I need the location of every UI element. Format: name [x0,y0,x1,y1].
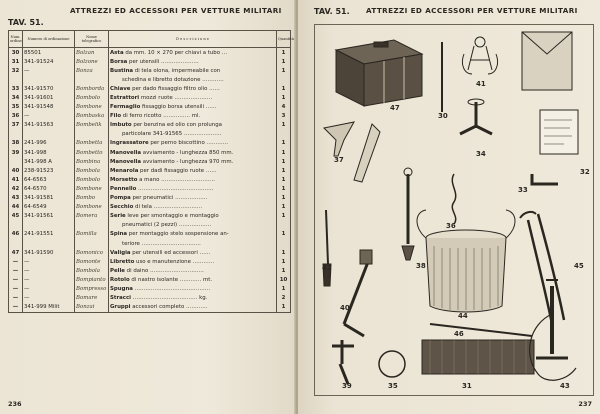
row-item-name: Estrattori [110,95,140,102]
row-order-code: 341-91561 [23,212,75,221]
row-order-code [23,130,75,139]
row-description [109,212,277,221]
col-header-number: Num. ordine [9,31,23,48]
table-row [9,175,291,184]
row-telegraph-name: Bombolo [75,175,109,184]
figure-label: 35 [388,382,398,390]
table-row [9,48,291,58]
row-telegraph-name: Bombola [75,266,109,275]
figure-label: 37 [334,156,344,164]
hub-extractor-icon [460,99,492,134]
starting-crank-icon [332,340,354,384]
row-item-detail: per pneumatici ……………… [130,195,208,202]
row-telegraph-name: Bombola [75,166,109,175]
row-telegraph-name: Bolzan [75,48,109,58]
row-telegraph-name: Bombone [75,203,109,212]
row-description [109,75,277,84]
row-order-code: — [23,66,75,75]
figure-label: 45 [574,262,584,270]
right-tav-label: TAV. 51. [314,7,350,16]
row-telegraph-name: Bompianto [75,275,109,284]
row-description [109,294,277,303]
row-description [109,230,277,239]
row-quantity: 1 [277,148,291,157]
row-quantity: 1 [277,84,291,93]
row-quantity: 1 [277,93,291,102]
suspension-pin-icon [430,324,532,336]
row-order-code: 341-91524 [23,57,75,66]
row-number: — [9,257,23,266]
figure-label: 47 [390,104,400,112]
row-order-code: — [23,257,75,266]
row-item-detail: per perno biscottino ………… [148,140,229,147]
row-item-detail: uso e manutenzione ………… [134,258,215,265]
row-number: 44 [9,203,23,212]
row-order-code: 64-6563 [23,175,75,184]
row-item-detail: …………………………………… [132,285,211,292]
row-description [109,66,277,75]
table-row [9,184,291,193]
row-number: — [9,294,23,303]
table-row [9,230,291,239]
row-quantity: 1 [277,248,291,257]
row-item-name: Pompa [110,195,131,202]
row-item-name: Bustina [110,67,134,74]
row-item-name: Manovella [110,149,142,156]
figure-label: 31 [462,382,472,390]
row-order-code: 64-6570 [23,184,75,193]
row-item-detail: di tela olona, impermeabile con [133,67,221,74]
row-order-code: — [23,294,75,303]
row-number: 34 [9,93,23,102]
row-item-detail: da mm. 10 × 270 per chiavi a tubo … [123,49,228,56]
table-row [9,194,291,203]
table-row [9,103,291,112]
brush-icon [323,210,331,286]
table-row [9,121,291,130]
row-item-detail: per dadi fissaggio ruote …… [138,167,217,174]
row-quantity [277,239,291,248]
table-row [9,148,291,157]
row-quantity: 1 [277,57,291,66]
row-order-code: — [23,112,75,121]
row-description [109,157,277,166]
row-item-detail: avviamento - lunghezza 970 mm. [141,158,234,165]
row-quantity: 1 [277,139,291,148]
figure-label: 44 [458,312,468,320]
figure-label: 43 [560,382,570,390]
row-description [109,284,277,293]
col-header-telegraph: Nome telegrafico [75,31,109,48]
row-item-detail: fissaggio borsa utensili …… [140,104,217,111]
row-number: 43 [9,194,23,203]
table-row [9,275,291,284]
row-item-name: Pennello [110,185,137,192]
row-telegraph-name: Bombone [75,184,109,193]
row-description [109,194,277,203]
row-order-code: — [23,284,75,293]
row-quantity [277,221,291,230]
row-item-detail: ……………………………… kg. [131,295,208,302]
table-row [9,57,291,66]
row-description [109,203,277,212]
table-body [9,48,291,313]
row-telegraph-name: Bombetta [75,139,109,148]
row-description [109,266,277,275]
table-row [9,139,291,148]
row-description [109,121,277,130]
row-order-code: — [23,275,75,284]
right-page-header: ATTREZZI ED ACCESSORI PER VETTURE MILITARI [366,6,578,15]
row-order-code: 241-91551 [23,230,75,239]
row-order-code: 341-998 A [23,157,75,166]
table-row [9,248,291,257]
row-item-detail: teriore …………………………… [122,240,201,247]
row-description [109,93,277,102]
row-number: 35 [9,103,23,112]
figure-label: 41 [476,80,486,88]
row-telegraph-name: Bombolo [75,93,109,102]
row-quantity: 1 [277,121,291,130]
row-item-detail: di ferro ricotto …………… ml. [121,113,201,120]
table-row [9,84,291,93]
row-item-detail: accessori completo ………… [130,304,208,311]
row-quantity: 1 [277,203,291,212]
row-order-code: 341-91601 [23,93,75,102]
figure-label: 30 [438,112,448,120]
row-description [109,130,277,139]
row-number: — [9,275,23,284]
row-number [9,157,23,166]
row-description [109,57,277,66]
row-order-code: 85501 [23,48,75,58]
row-number: — [9,284,23,293]
table-row [9,112,291,121]
funnel-icon [324,122,380,182]
row-item-name: Ingrassatore [110,140,149,147]
figure-label: 39 [342,382,352,390]
tire-levers-icon [520,212,564,324]
left-page-header: ATTREZZI ED ACCESSORI PER VETTURE MILITARI [70,6,282,15]
row-item-detail: per benzina ed olio con prolunga [131,122,222,129]
col-header-description: D e s c r i z i o n e [109,31,277,48]
row-description [109,221,277,230]
row-description [109,275,277,284]
tool-bag-icon [422,340,534,374]
row-item-detail: di tela ……………………… [133,204,203,211]
row-telegraph-name: Bonza [75,66,109,75]
row-item-detail: leve per smontaggio e montaggio [125,213,219,220]
row-description [109,303,277,313]
row-quantity: 1 [277,48,291,58]
row-order-code: 64-6549 [23,203,75,212]
row-item-name: Fermaglio [110,104,141,111]
left-page [0,0,296,414]
table-row [9,284,291,293]
row-number [9,221,23,230]
filter-wrench-icon [532,174,558,184]
left-tav-label: TAV. 51. [8,18,44,27]
row-description [109,139,277,148]
figure-label: 38 [416,262,426,270]
row-order-code: 341-999 Milit [23,303,75,313]
row-number: 41 [9,175,23,184]
table-row [9,157,291,166]
row-description [109,166,277,175]
row-quantity [277,75,291,84]
row-description [109,184,277,193]
row-item-name: Imbuto [110,122,132,129]
row-telegraph-name: Bombetto [75,148,109,157]
row-quantity: 4 [277,103,291,112]
table-row [9,303,291,313]
row-quantity: 2 [277,294,291,303]
figure-label: 42 [322,264,332,272]
row-number: 36 [9,112,23,121]
right-page-number: 237 [578,400,592,408]
table-row [9,257,291,266]
row-order-code: 241-996 [23,139,75,148]
row-quantity: 1 [277,175,291,184]
table-row [9,66,291,75]
table-row [9,212,291,221]
figure-label: 33 [518,186,528,194]
figure-label: 32 [580,168,590,176]
row-item-name: Serie [110,213,126,220]
table-row [9,266,291,275]
row-item-detail: per utensili ed accessori …… [130,249,211,256]
left-page-number: 236 [8,400,22,408]
row-item-detail: a mano ………………………… [137,176,216,183]
row-telegraph-name: Bolzone [75,57,109,66]
row-item-name: Spina [110,231,128,238]
row-item-name: Spugna [110,285,133,292]
table-header-row [9,31,291,48]
row-quantity: 1 [277,212,291,221]
tools-illustration [314,24,592,394]
row-quantity: 1 [277,230,291,239]
row-order-code: — [23,266,75,275]
row-quantity: 10 [277,275,291,284]
row-telegraph-name: Bombone [75,103,109,112]
row-number: 37 [9,121,23,130]
row-number: 32 [9,66,23,75]
right-page [298,0,600,414]
row-item-detail: particolare 341-91565 ………………… [122,131,222,138]
row-item-detail: avviamento - lunghezza 850 mm. [141,149,234,156]
row-item-name: Menarola [110,167,139,174]
row-item-detail: schedina e libretto dotazione ………… [122,76,224,83]
table-row [9,221,291,230]
row-telegraph-name: Bomare [75,294,109,303]
figure-label: 46 [454,330,464,338]
row-number: 38 [9,139,23,148]
row-number: — [9,303,23,313]
row-item-name: Filo [110,113,122,120]
row-item-name: Secchio [110,204,134,211]
row-quantity: 1 [277,266,291,275]
row-number: 42 [9,184,23,193]
row-item-name: Asta [110,49,124,56]
row-number [9,130,23,139]
figure-label: 40 [340,304,350,312]
col-header-quantity: Quantità [277,31,291,48]
table-row [9,294,291,303]
canvas-bucket-icon [417,210,515,312]
col-header-code: Numero di ordinazione [23,31,75,48]
row-quantity: 1 [277,184,291,193]
row-order-code [23,75,75,84]
row-telegraph-name: Bombina [75,157,109,166]
row-quantity: 1 [277,66,291,75]
row-telegraph-name: Bomborda [75,84,109,93]
row-description [109,248,277,257]
row-number: 31 [9,57,23,66]
clamp-icon [462,37,497,74]
table-row [9,166,291,175]
row-quantity: 1 [277,257,291,266]
row-telegraph-name: Bombaska [75,112,109,121]
row-number: 45 [9,212,23,221]
row-item-detail: mozzi ruote ………………… [139,95,213,102]
tire-pump-icon [530,280,576,380]
row-telegraph-name: Bomonico [75,248,109,257]
row-description [109,175,277,184]
row-number: 33 [9,84,23,93]
row-telegraph-name [75,221,109,230]
row-telegraph-name: Bompresso [75,284,109,293]
parts-table [8,30,294,313]
row-telegraph-name: Bomonte [75,257,109,266]
row-item-detail: per montaggio stelo sospensione an- [127,231,229,238]
row-order-code: 341-91548 [23,103,75,112]
tool-case-icon [336,40,422,106]
row-description [109,257,277,266]
row-description [109,84,277,93]
table-row [9,75,291,84]
row-telegraph-name: Bombelik [75,121,109,130]
row-telegraph-name [75,239,109,248]
row-order-code: 341-998 [23,148,75,157]
row-item-detail: pneumatici (2 pezzi) ……………… [122,222,212,229]
row-telegraph-name: Bomilla [75,230,109,239]
row-item-name: Rotolo [110,276,130,283]
wire-coil-icon [452,174,455,224]
row-number: 30 [9,48,23,58]
table-row [9,130,291,139]
row-number: 47 [9,248,23,257]
row-telegraph-name: Bombo [75,194,109,203]
row-item-name: Borsa [110,58,128,65]
table-row [9,239,291,248]
row-number [9,239,23,248]
row-quantity: 1 [277,166,291,175]
row-number: 46 [9,230,23,239]
grease-gun-icon [402,168,414,260]
row-item-detail: per dado fissaggio filtro olio …… [130,85,220,92]
wheel-wrench-icon [344,250,372,336]
fastener-ring-icon [379,351,405,377]
row-telegraph-name [75,75,109,84]
row-order-code: 341-91581 [23,194,75,203]
row-quantity: 1 [277,157,291,166]
row-telegraph-name: Bonzai [75,303,109,313]
row-number: — [9,266,23,275]
row-telegraph-name: Bomera [75,212,109,221]
row-description [109,148,277,157]
row-item-name: Morsetto [110,176,138,183]
row-item-name: Stracci [110,295,131,302]
row-order-code: 238-91523 [23,166,75,175]
row-telegraph-name [75,130,109,139]
row-quantity: 1 [277,303,291,313]
envelope-icon [522,32,578,154]
row-quantity: 1 [277,194,291,203]
row-description [109,112,277,121]
table-row [9,203,291,212]
row-item-detail: di nastro isolante ………… mt. [129,276,213,283]
row-quantity: 3 [277,112,291,121]
row-quantity [277,130,291,139]
row-number: 39 [9,148,23,157]
row-description [109,239,277,248]
row-item-name: Gruppi [110,304,131,311]
row-order-code [23,221,75,230]
row-order-code: 341-91563 [23,121,75,130]
row-description [109,48,277,58]
row-quantity: 1 [277,284,291,293]
row-number [9,75,23,84]
row-item-detail: di daino ………………………… [124,267,204,274]
row-item-name: Valigia [110,249,131,256]
figure-label: 34 [476,150,486,158]
row-order-code: 341-91590 [23,248,75,257]
row-order-code [23,239,75,248]
table-row [9,93,291,102]
row-item-name: Libretto [110,258,135,265]
row-number: 40 [9,166,23,175]
row-item-detail: per utensili ………………… [127,58,199,65]
row-item-name: Manovella [110,158,142,165]
figure-label: 36 [446,222,456,230]
row-item-name: Chiave [110,85,131,92]
row-description [109,103,277,112]
row-item-detail: …………………………………… [136,185,214,192]
row-item-name: Pelle [110,267,125,274]
row-order-code: 341-91570 [23,84,75,93]
